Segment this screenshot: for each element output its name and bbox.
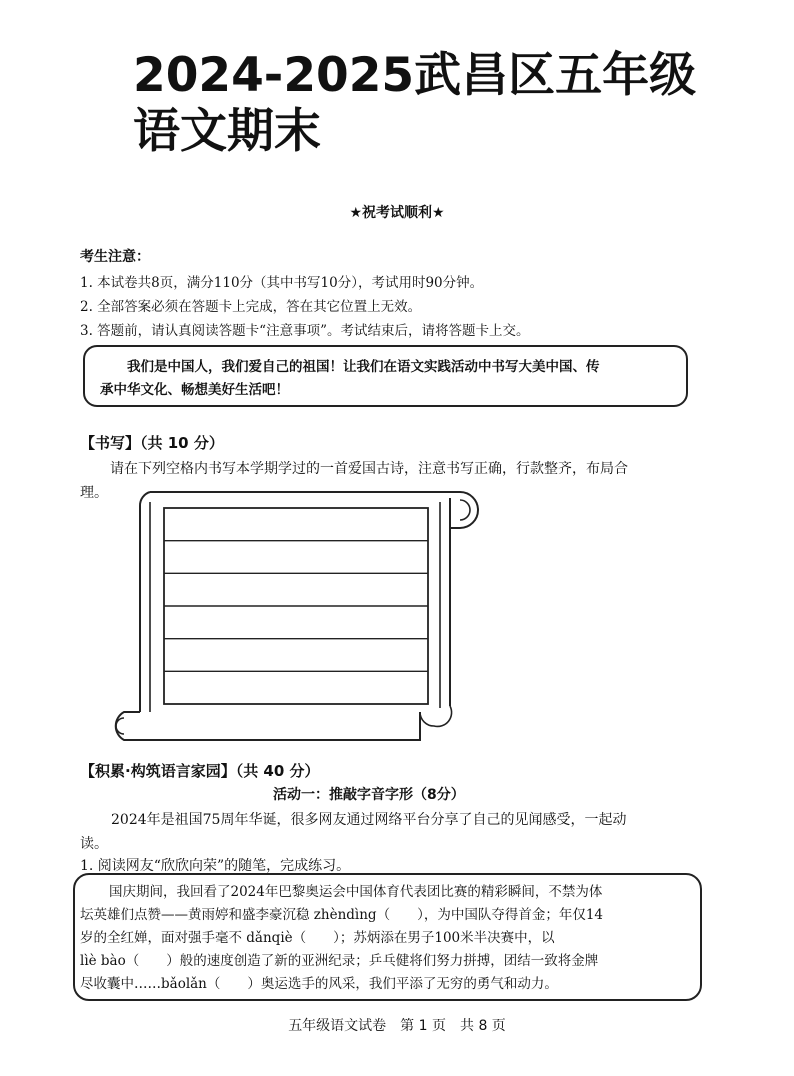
title-line-1: 2024-2025武昌区五年级 [133,48,697,103]
passage-line-1: 国庆期间，我回看了2024年巴黎奥运会中国体育代表团比赛的精彩瞬间，不禁为体 [109,884,603,900]
notice-item-3: 3. 答题前，请认真阅读答题卡“注意事项”。考试结束后，请将答题卡上交。 [80,323,530,339]
notice-heading: 考生注意： [80,249,150,265]
notice-item-2: 2. 全部答案必须在答题卡上完成，答在其它位置上无效。 [80,299,422,315]
accumulation-heading: 【积累·构筑语言家园】（共 40 分） [80,762,320,780]
question-1: 1. 阅读网友“欣欣向荣”的随笔，完成练习。 [80,858,351,874]
slogan-line-1: 我们是中国人，我们爱自己的祖国！让我们在语文实践活动中书写大美中国、传 [127,359,600,375]
intro-line-1: 2024年是祖国75周年华诞，很多网友通过网络平台分享了自己的见闻感受，一起动 [111,812,627,828]
writing-instruction-line-1: 请在下列空格内书写本学期学过的一首爱国古诗，注意书写正确，行款整齐，布局合 [110,461,628,477]
passage-line-3: 岁的全红婵，面对强手毫不 dǎnqiè（ ）；苏炳添在男子100米半决赛中，以 [80,930,555,946]
blessing-text: ★祝考试顺利★ [349,205,445,221]
page-footer: 五年级语文试卷 第 1 页 共 8 页 [288,1018,506,1034]
passage-line-4: lìè bào（ ）般的速度创造了新的亚洲纪录；乒乓健将们努力拼搏，团结一致将金牌 [80,953,599,969]
writing-scroll [110,486,490,746]
notice-item-1: 1. 本试卷共8页，满分110分（其中书写10分），考试用时90分钟。 [80,275,484,291]
title-line-2: 语文期末 [133,104,321,159]
writing-instruction-line-2: 理。 [80,485,108,501]
writing-heading: 【书写】（共 10 分） [80,434,224,452]
passage-line-2: 坛英雄们点赞——黄雨婷和盛李豪沉稳 zhèndìng（ ），为中国队夺得首金；年仅14 [80,907,604,923]
passage-line-5: 尽收囊中……bǎolǎn（ ）奥运选手的风采，我们平添了无穷的勇气和动力。 [80,976,558,992]
intro-line-2: 读。 [80,836,108,852]
slogan-line-2: 承中华文化、畅想美好生活吧！ [100,382,289,398]
activity-title: 活动一：推敲字音字形（8分） [273,787,465,803]
page-title [133,48,696,160]
